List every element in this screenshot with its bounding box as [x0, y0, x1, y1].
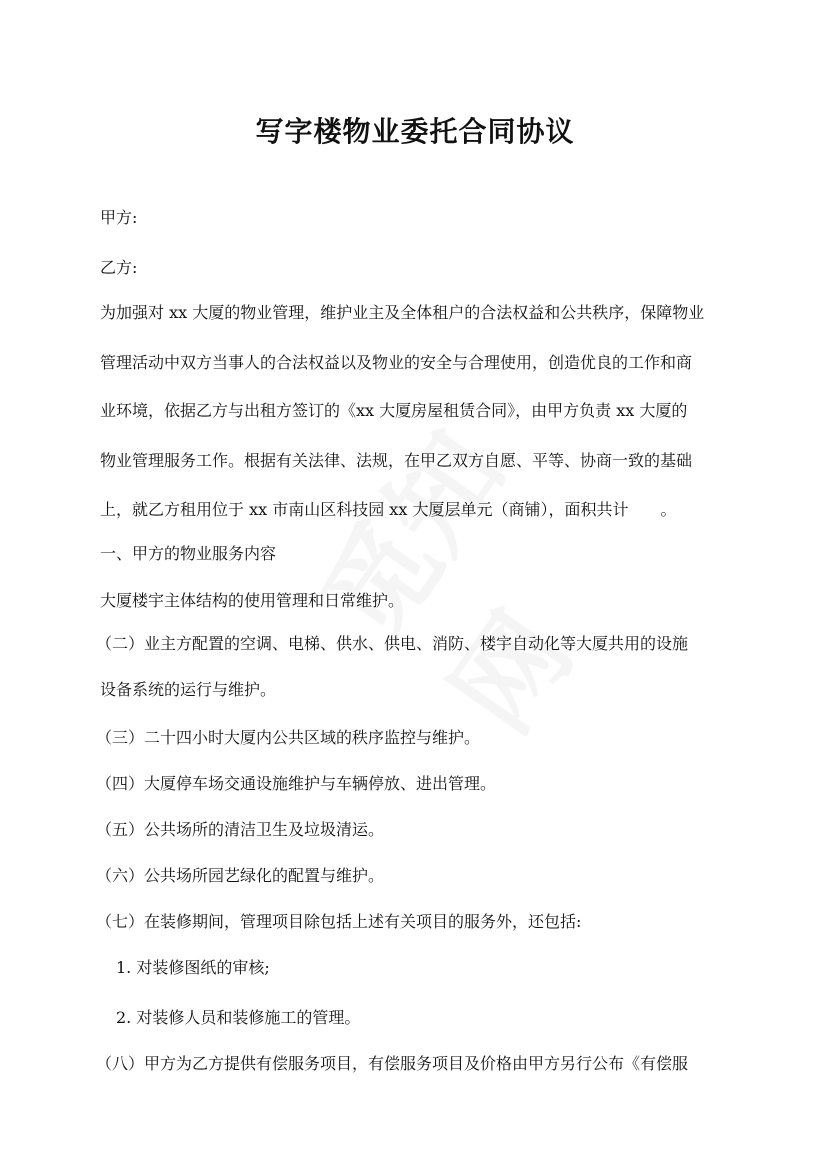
intro-line: 业环境，依据乙方与出租方签订的《xx 大厦房屋租赁合同》，由甲方负责 xx 大厦的 — [100, 401, 688, 420]
list-item: 2. 对装修人员和装修施工的管理。 — [116, 1008, 361, 1027]
list-item: 大厦楼宇主体结构的使用管理和日常维护。 — [100, 591, 405, 610]
list-item: 设备系统的运行与维护。 — [100, 680, 277, 699]
document-title: 写字楼物业委托合同协议 — [255, 115, 575, 148]
list-item: （五）公共场所的清洁卫生及垃圾清运。 — [96, 820, 385, 839]
intro-line: 为加强对 xx 大厦的物业管理，维护业主及全体租户的合法权益和公共秩序，保障物业 — [100, 303, 705, 322]
intro-line: 管理活动中双方当事人的合法权益以及物业的安全与合理使用，创造优良的工作和商 — [100, 353, 693, 372]
list-item: 1. 对装修图纸的审核; — [116, 958, 270, 977]
intro-line: 上，就乙方租用位于 xx 市南山区科技园 xx 大厦层单元（商铺），面积共计 。 — [100, 500, 677, 519]
section-heading: 一、甲方的物业服务内容 — [100, 544, 277, 563]
party-b-label: 乙方: — [100, 258, 138, 277]
list-item: （四）大厦停车场交通设施维护与车辆停放、进出管理。 — [96, 774, 497, 793]
list-item: （六）公共场所园艺绿化的配置与维护。 — [96, 866, 385, 885]
intro-line: 物业管理服务工作。根据有关法律、法规，在甲乙双方自愿、平等、协商一致的基础 — [100, 451, 693, 470]
list-item: （八）甲方为乙方提供有偿服务项目，有偿服务项目及价格由甲方另行公布《有偿服 — [96, 1054, 689, 1073]
list-item: （七）在装修期间，管理项目除包括上述有关项目的服务外，还包括: — [96, 912, 582, 931]
party-a-label: 甲方: — [100, 208, 138, 227]
list-item: （二）业主方配置的空调、电梯、供水、供电、消防、楼宇自动化等大厦共用的设施 — [96, 634, 689, 653]
list-item: （三）二十四小时大厦内公共区域的秩序监控与维护。 — [96, 728, 481, 747]
